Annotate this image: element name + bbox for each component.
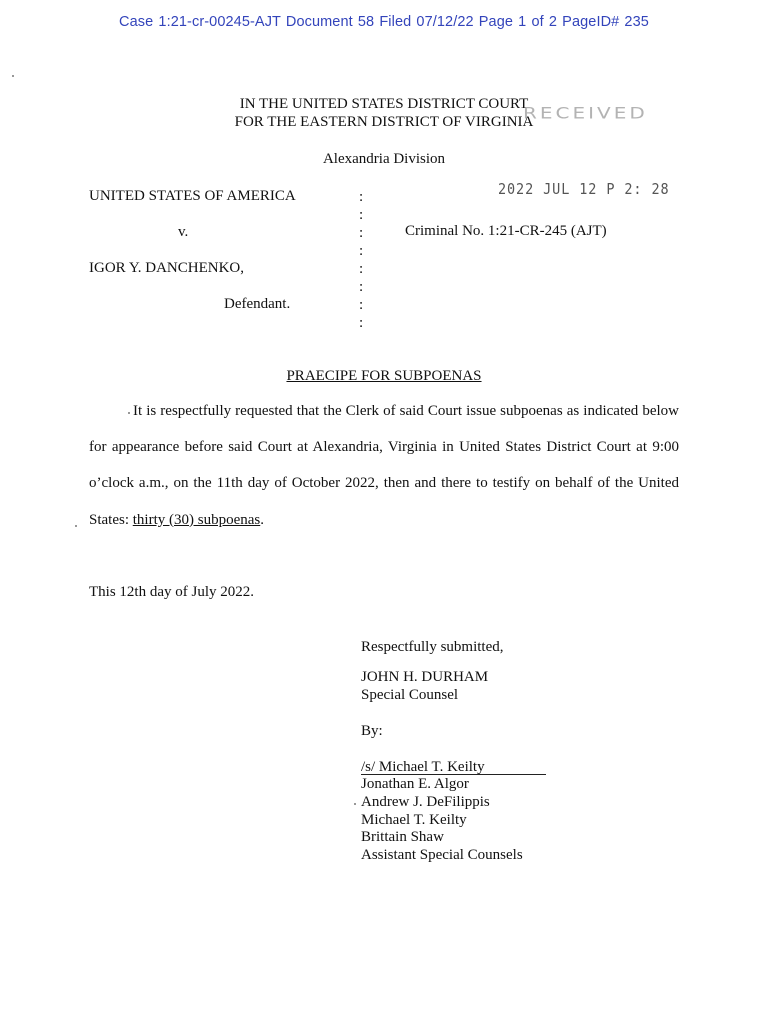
caption-colon: : — [359, 243, 364, 259]
counsel-name: JOHN H. DURHAM — [361, 669, 489, 685]
caption-colon: : — [359, 207, 364, 223]
ecf-header-stamp: Case 1:21-cr-00245-AJT Document 58 Filed 07/12/22 Page 1 of 2 PageID# 235 — [119, 14, 649, 30]
paragraph-line-4-prefix: States: — [89, 512, 133, 528]
paragraph-line-2: for appearance before said Court at Alexandria, Virginia in United States District Court at 9:00 — [89, 439, 679, 455]
versus-label: v. — [178, 224, 189, 240]
caption-colon: : — [359, 279, 364, 295]
date-line: This 12th day of July 2022. — [89, 584, 254, 600]
court-name-line1: IN THE UNITED STATES DISTRICT COURT — [239, 96, 529, 112]
caption-colon: : — [359, 189, 364, 205]
signature-rule — [361, 774, 546, 775]
defendant-name: IGOR Y. DANCHENKO, — [89, 260, 245, 276]
caption-colon: : — [359, 225, 364, 241]
scan-speck — [12, 75, 14, 77]
caption-colon: : — [359, 261, 364, 277]
attorney-role: Assistant Special Counsels — [361, 847, 523, 863]
caption-colon-column — [359, 188, 367, 332]
electronic-signature: /s/ Michael T. Keilty — [361, 759, 485, 775]
plaintiff-name: UNITED STATES OF AMERICA — [89, 188, 296, 204]
scan-speck — [128, 412, 130, 414]
caption-colon: : — [359, 315, 364, 331]
case-number: Criminal No. 1:21-CR-245 (AJT) — [405, 223, 607, 239]
paragraph-line-4-suffix: . — [260, 512, 264, 528]
attorney-name: Jonathan E. Algor — [361, 776, 469, 792]
attorney-name: Michael T. Keilty — [361, 812, 467, 828]
subpoena-count: thirty (30) subpoenas — [132, 512, 261, 528]
defendant-label: Defendant. — [224, 296, 291, 312]
paragraph-line-4 — [89, 512, 264, 529]
division-label: Alexandria Division — [322, 151, 446, 167]
paragraph-line-1: It is respectfully requested that the Clerk of said Court issue subpoenas as indicated below — [133, 403, 679, 419]
received-stamp: RECEIVED — [523, 103, 648, 123]
caption-colon: : — [359, 297, 364, 313]
counsel-title: Special Counsel — [361, 687, 459, 703]
document-title: PRAECIPE FOR SUBPOENAS — [286, 368, 482, 384]
paragraph-line-3: o’clock a.m., on the 11th day of October 2022, then and there to testify on behalf of the United — [89, 475, 679, 491]
attorney-name: Brittain Shaw — [361, 829, 444, 845]
by-label: By: — [361, 723, 383, 739]
clerk-date-stamp: 2022 JUL 12 P 2: 28 — [498, 180, 670, 198]
scan-speck — [75, 525, 77, 527]
attorney-name: Andrew J. DeFilippis — [361, 794, 490, 810]
court-name-line2: FOR THE EASTERN DISTRICT OF VIRGINIA — [234, 114, 534, 130]
scan-speck — [354, 803, 356, 805]
closing-text: Respectfully submitted, — [361, 639, 504, 655]
